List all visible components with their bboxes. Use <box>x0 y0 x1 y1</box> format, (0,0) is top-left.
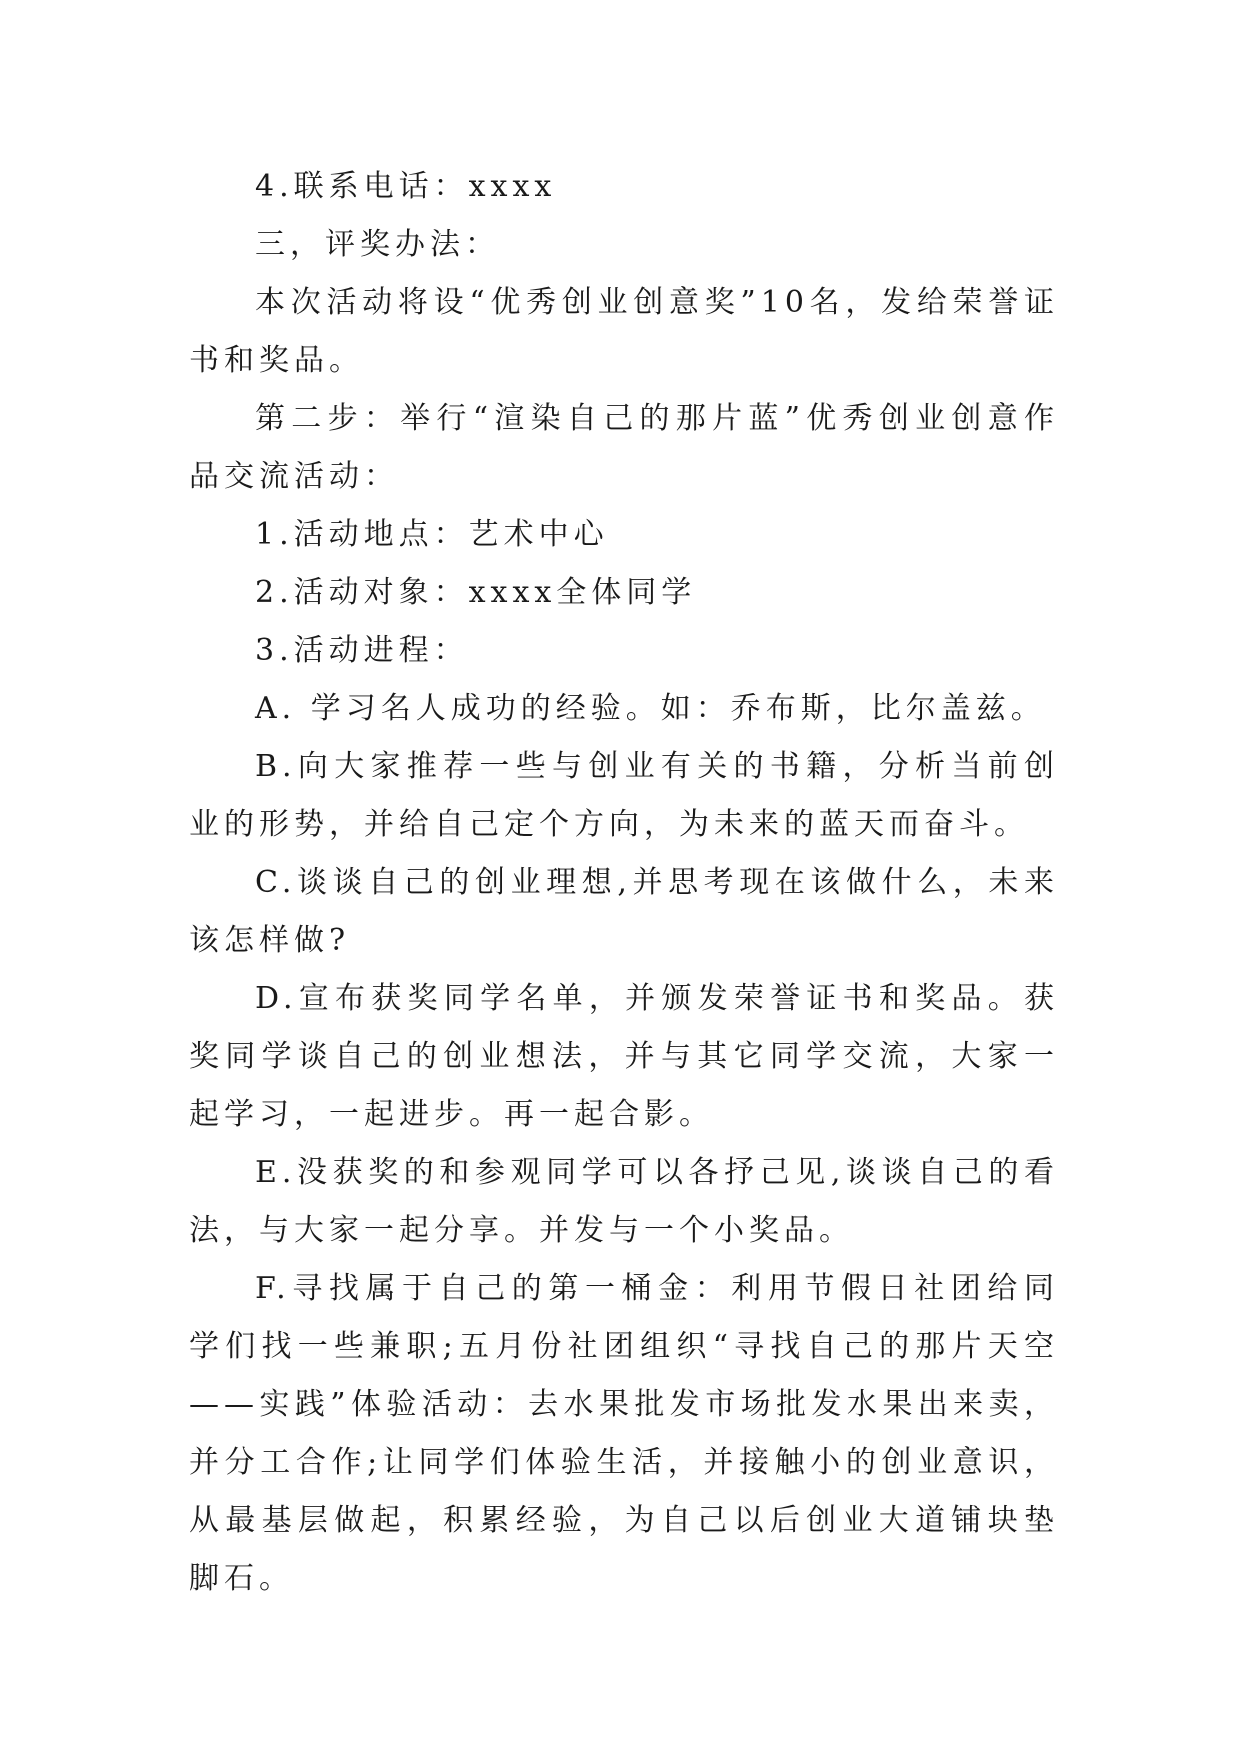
paragraph-award-description: 本次活动将设“优秀创业创意奖”10名，发给荣誉证书和奖品。 <box>189 285 1059 378</box>
paragraph-award-method-heading: 三，评奖办法： <box>255 227 500 262</box>
paragraph-item-f: F.寻找属于自己的第一桶金：利用节假日社团给同学们找一些兼职;五月份社团组织“寻找自己的那片天空——实践”体验活动：去水果批发市场批发水果出来卖，并分工合作;让同学们体验生活，并接触小的创业意识，从最基层做起，积累经验，为自己以后创业大道铺块垫脚石。 <box>189 1271 1059 1596</box>
paragraph-activity-location: 1.活动地点：艺术中心 <box>255 517 609 552</box>
paragraph-step-two: 第二步：举行“渲染自己的那片蓝”优秀创业创意作品交流活动： <box>189 401 1059 494</box>
paragraph-item-c: C.谈谈自己的创业理想,并思考现在该做什么，未来该怎样做? <box>189 865 1059 958</box>
paragraph-item-a: A. 学习名人成功的经验。如：乔布斯，比尔盖兹。 <box>255 691 1046 726</box>
document-body <box>189 158 1059 1608</box>
paragraph-contact-phone: 4.联系电话：xxxx <box>255 169 557 204</box>
paragraph-item-e: E.没获奖的和参观同学可以各抒己见,谈谈自己的看法，与大家一起分享。并发与一个小奖品。 <box>189 1155 1059 1248</box>
paragraph-item-d: D.宣布获奖同学名单，并颁发荣誉证书和奖品。获奖同学谈自己的创业想法，并与其它同学交流，大家一起学习，一起进步。再一起合影。 <box>189 981 1059 1132</box>
paragraph-item-b: B.向大家推荐一些与创业有关的书籍，分析当前创业的形势，并给自己定个方向，为未来的蓝天而奋斗。 <box>189 749 1059 842</box>
paragraph-activity-process-heading: 3.活动进程： <box>255 633 469 668</box>
paragraph-activity-audience: 2.活动对象：xxxx全体同学 <box>255 575 697 610</box>
